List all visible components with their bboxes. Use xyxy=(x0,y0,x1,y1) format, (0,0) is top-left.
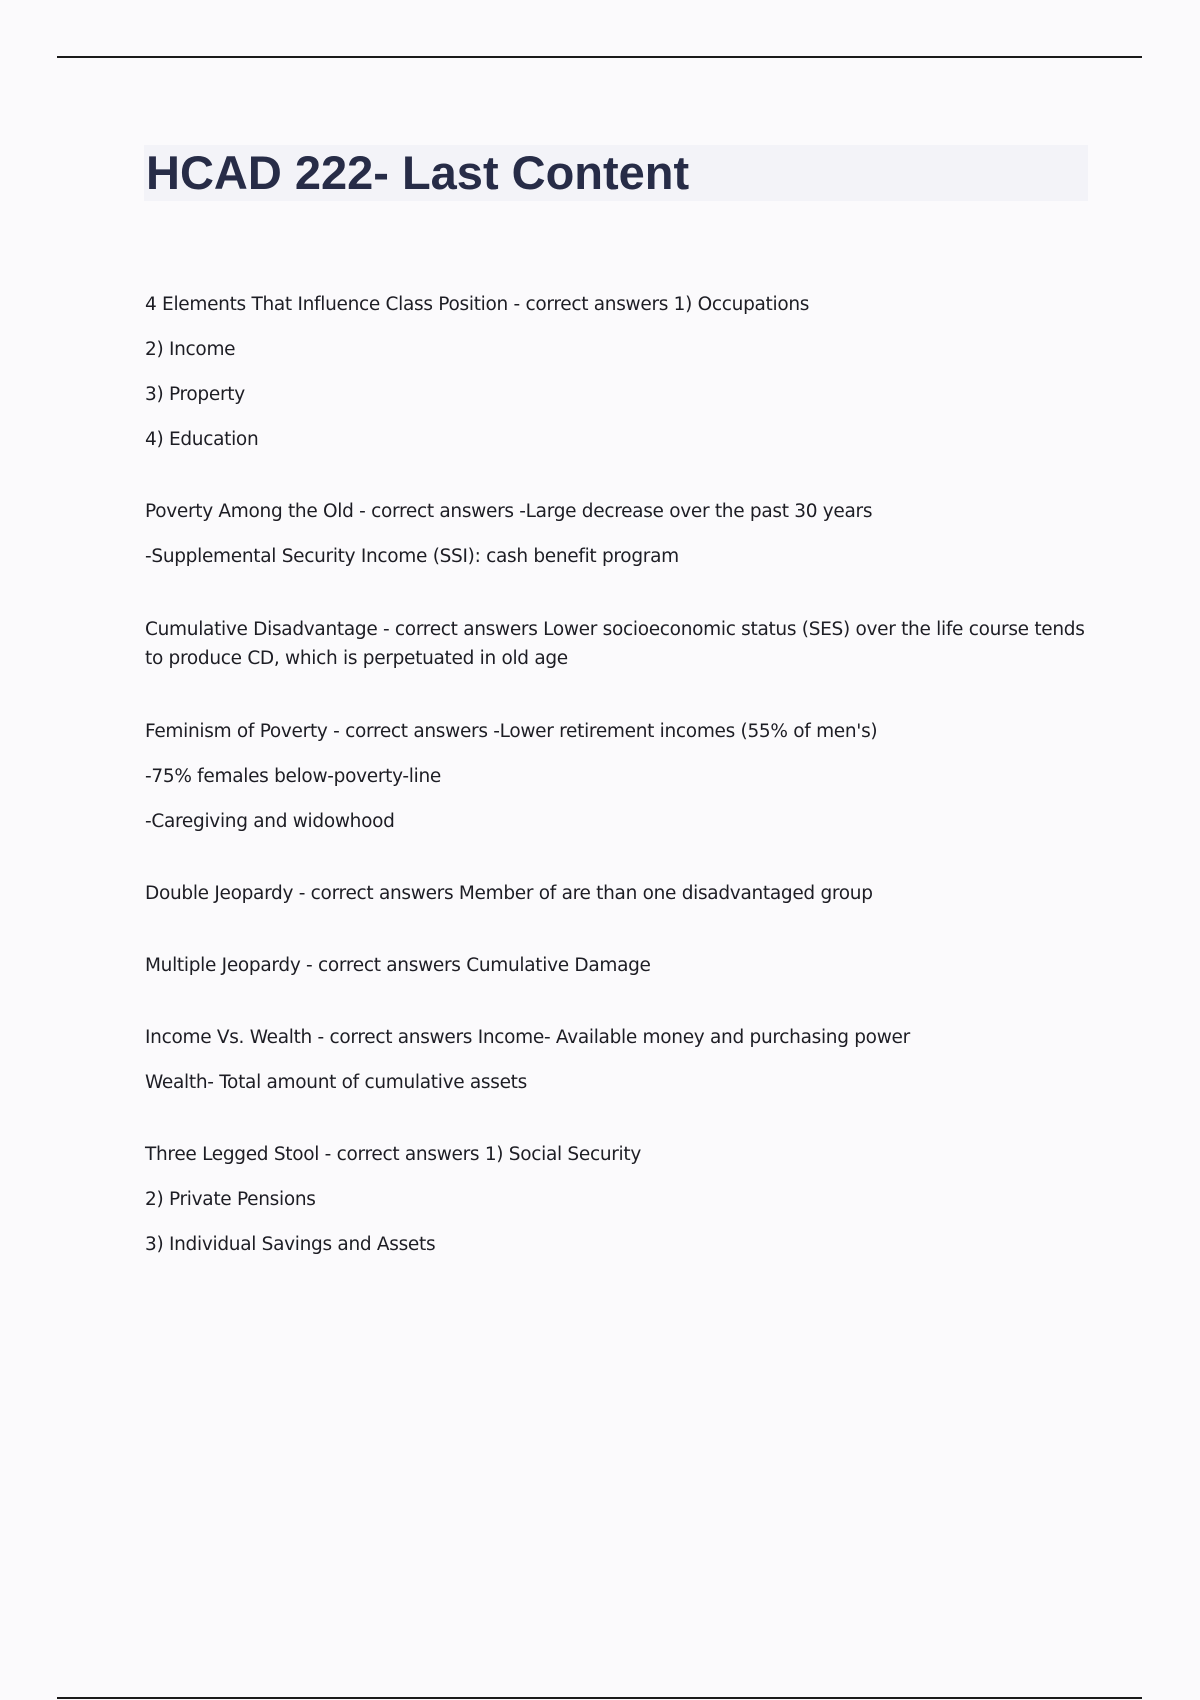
qa-entry-multiple-jeopardy xyxy=(145,952,1085,979)
qa-line: Three Legged Stool - correct answers 1) Social Security xyxy=(145,1144,641,1165)
qa-line: Income Vs. Wealth - correct answers Income- Available money and purchasing power xyxy=(145,1027,910,1048)
qa-line: Cumulative Disadvantage - correct answers Lower socioeconomic status (SES) over the life course tends to produce CD, which is perpetuated in old age xyxy=(145,619,1085,669)
title-block xyxy=(144,145,1088,201)
qa-line: 2) Private Pensions xyxy=(145,1189,316,1210)
qa-entry-three-legged-stool xyxy=(145,1141,1085,1258)
qa-entry-class-position xyxy=(145,291,1085,453)
qa-line: 4) Education xyxy=(145,429,259,450)
qa-line: 3) Individual Savings and Assets xyxy=(145,1234,436,1255)
qa-list xyxy=(145,291,1085,1303)
qa-entry-double-jeopardy xyxy=(145,880,1085,907)
top-rule xyxy=(57,56,1142,58)
qa-entry-cumulative-disadvantage xyxy=(145,615,1085,673)
qa-line: Double Jeopardy - correct answers Member of are than one disadvantaged group xyxy=(145,883,873,904)
qa-line: -Caregiving and widowhood xyxy=(145,811,395,832)
bottom-rule xyxy=(57,1697,1142,1699)
qa-line: -75% females below-poverty-line xyxy=(145,766,441,787)
qa-line: Poverty Among the Old - correct answers -Large decrease over the past 30 years xyxy=(145,501,873,522)
qa-entry-poverty-old xyxy=(145,498,1085,570)
page-title: HCAD 222- Last Content xyxy=(146,146,690,199)
qa-line: 2) Income xyxy=(145,339,236,360)
qa-line: -Supplemental Security Income (SSI): cash benefit program xyxy=(145,546,679,567)
qa-line: Multiple Jeopardy - correct answers Cumulative Damage xyxy=(145,955,651,976)
qa-line: Feminism of Poverty - correct answers -Lower retirement incomes (55% of men's) xyxy=(145,721,878,742)
qa-entry-feminism-poverty xyxy=(145,718,1085,835)
qa-entry-income-wealth xyxy=(145,1024,1085,1096)
qa-line: 4 Elements That Influence Class Position - correct answers 1) Occupations xyxy=(145,294,810,315)
qa-line: Wealth- Total amount of cumulative assets xyxy=(145,1072,527,1093)
qa-line: 3) Property xyxy=(145,384,245,405)
